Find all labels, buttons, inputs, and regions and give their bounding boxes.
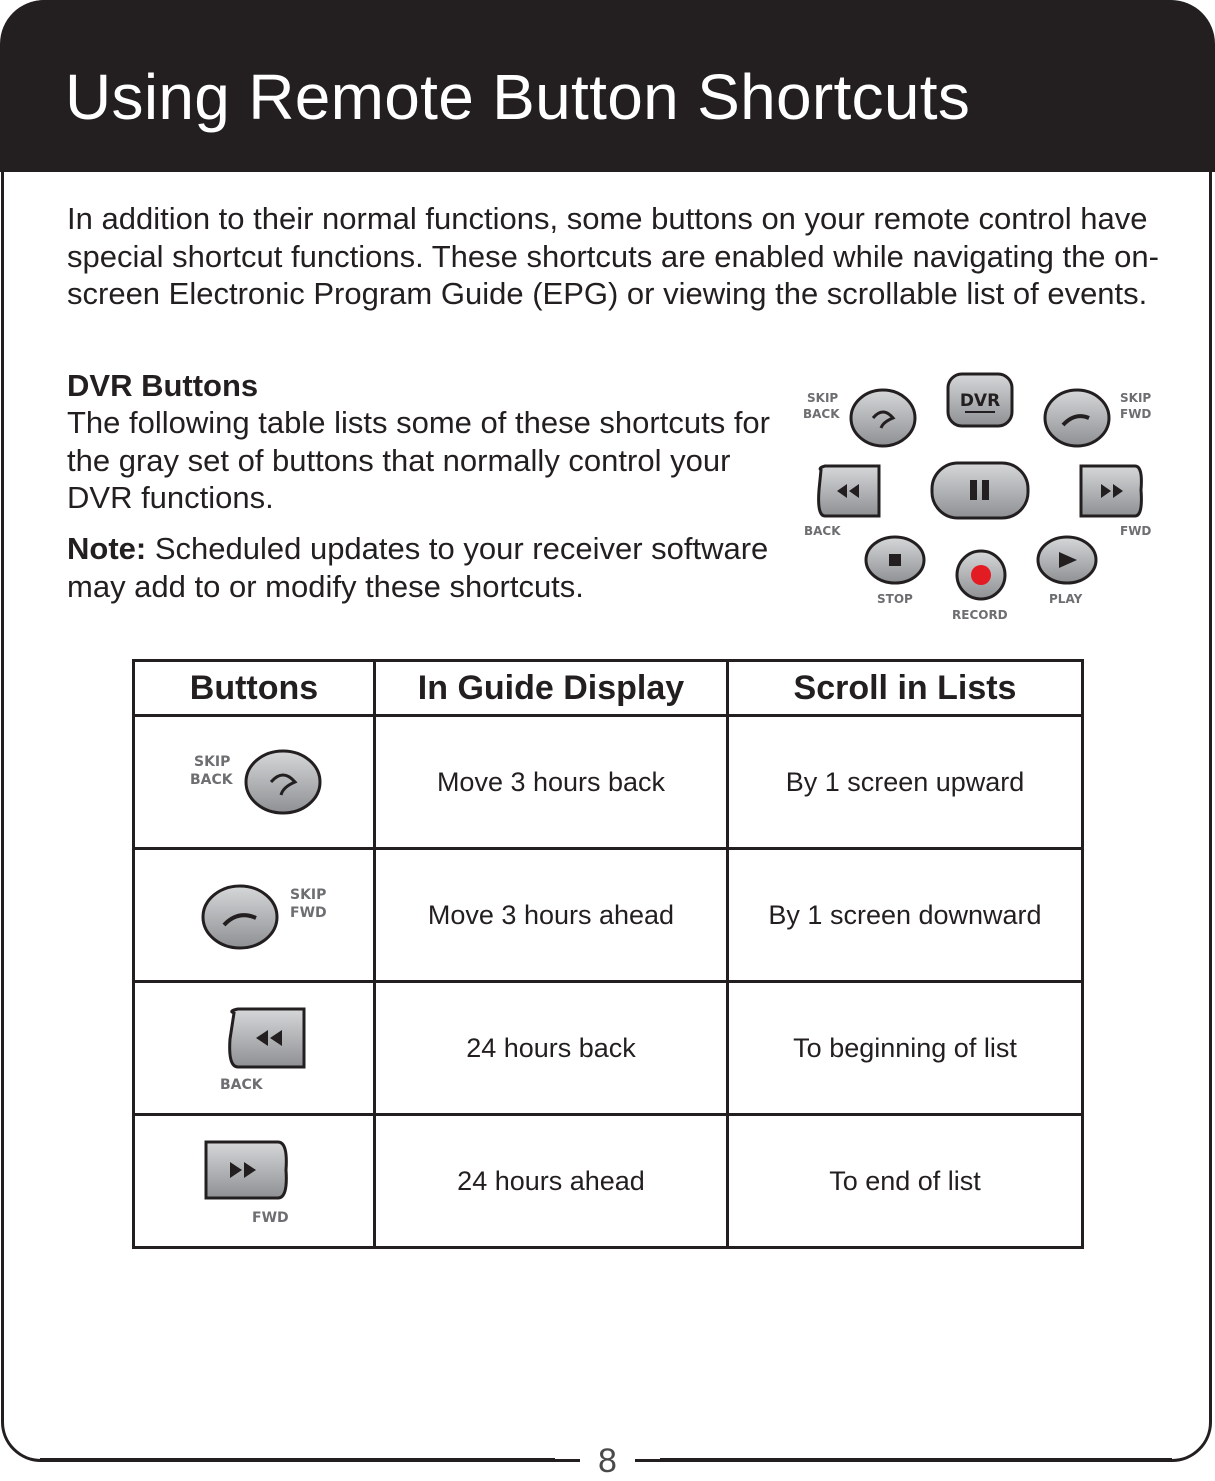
button-cell-back xyxy=(134,982,375,1115)
guide-cell: Move 3 hours back xyxy=(375,716,728,849)
remote-back-label: BACK xyxy=(804,524,841,538)
page-title: Using Remote Button Shortcuts xyxy=(65,61,971,133)
remote-dvr-label: DVR xyxy=(959,391,1001,411)
remote-stop-label: STOP xyxy=(877,592,913,606)
note-paragraph xyxy=(67,530,787,605)
guide-cell: 24 hours back xyxy=(375,982,728,1115)
fwd-button xyxy=(164,1136,344,1226)
section-body: The following table lists some of these shortcuts for the gray set of buttons that normally control your DVR functions. xyxy=(67,405,770,515)
remote-fwd-label: FWD xyxy=(1120,524,1152,538)
table-row xyxy=(134,716,1083,849)
remote-play-label: PLAY xyxy=(1049,592,1083,606)
skip-fwd-button xyxy=(164,875,344,955)
button-cell-skip-back xyxy=(134,716,375,849)
lists-cell: By 1 screen downward xyxy=(728,849,1083,982)
svg-text:FWD: FWD xyxy=(290,905,327,921)
guide-cell: 24 hours ahead xyxy=(375,1115,728,1248)
header-guide-display: In Guide Display xyxy=(375,661,728,716)
svg-text:SKIP: SKIP xyxy=(194,754,231,770)
table-header-row xyxy=(134,661,1083,716)
section-title: DVR Buttons xyxy=(67,368,259,403)
pause-icon xyxy=(970,480,977,500)
svg-text:FWD: FWD xyxy=(252,1210,289,1226)
header-bar xyxy=(0,0,1215,172)
remote-skip-fwd-label-1: SKIP xyxy=(1120,391,1152,405)
button-cell-fwd xyxy=(134,1115,375,1248)
svg-text:BACK: BACK xyxy=(220,1077,263,1093)
remote-skip-back-label-2: BACK xyxy=(803,407,840,421)
remote-skip-back-label-1: SKIP xyxy=(807,391,839,405)
remote-skip-back-button xyxy=(851,390,915,446)
table-row xyxy=(134,982,1083,1115)
footer-rule-left xyxy=(40,1458,555,1461)
footer-rule-right xyxy=(660,1458,1172,1461)
lists-cell: To end of list xyxy=(728,1115,1083,1248)
intro-paragraph: In addition to their normal functions, some buttons on your remote control have special shortcut functions. These shortcuts are enabled while navigating the on-screen Electronic Program Guide (EPG) or viewing the scrollable list of events. xyxy=(67,201,1159,311)
table-row xyxy=(134,849,1083,982)
stop-icon xyxy=(889,554,901,566)
dvr-button-cluster xyxy=(795,370,1165,632)
header-buttons: Buttons xyxy=(134,661,375,716)
header-scroll-lists: Scroll in Lists xyxy=(728,661,1083,716)
remote-skip-fwd-label-2: FWD xyxy=(1120,407,1152,421)
button-cell-skip-fwd xyxy=(134,849,375,982)
remote-fwd-button xyxy=(1081,466,1141,516)
guide-cell: Move 3 hours ahead xyxy=(375,849,728,982)
note-label: Note: xyxy=(67,531,147,566)
remote-dvr-button xyxy=(948,374,1012,426)
remote-back-button xyxy=(819,466,879,516)
note-text: Scheduled updates to your receiver software may add to or modify these shortcuts. xyxy=(67,531,769,604)
remote-pause-button xyxy=(932,463,1028,518)
remote-skip-fwd-button xyxy=(1045,390,1109,446)
remote-record-label: RECORD xyxy=(952,608,1008,622)
svg-text:SKIP: SKIP xyxy=(290,887,327,903)
lists-cell: By 1 screen upward xyxy=(728,716,1083,849)
back-button xyxy=(164,1003,344,1093)
remote-record-button xyxy=(957,551,1005,599)
remote-play-button xyxy=(1038,537,1096,583)
remote-stop-button xyxy=(866,537,924,583)
record-icon xyxy=(971,565,991,585)
page-number: 8 xyxy=(580,1442,635,1481)
shortcut-table xyxy=(132,659,1084,1249)
svg-text:BACK: BACK xyxy=(190,772,233,788)
lists-cell: To beginning of list xyxy=(728,982,1083,1115)
table-row xyxy=(134,1115,1083,1248)
skip-back-button xyxy=(164,742,344,822)
